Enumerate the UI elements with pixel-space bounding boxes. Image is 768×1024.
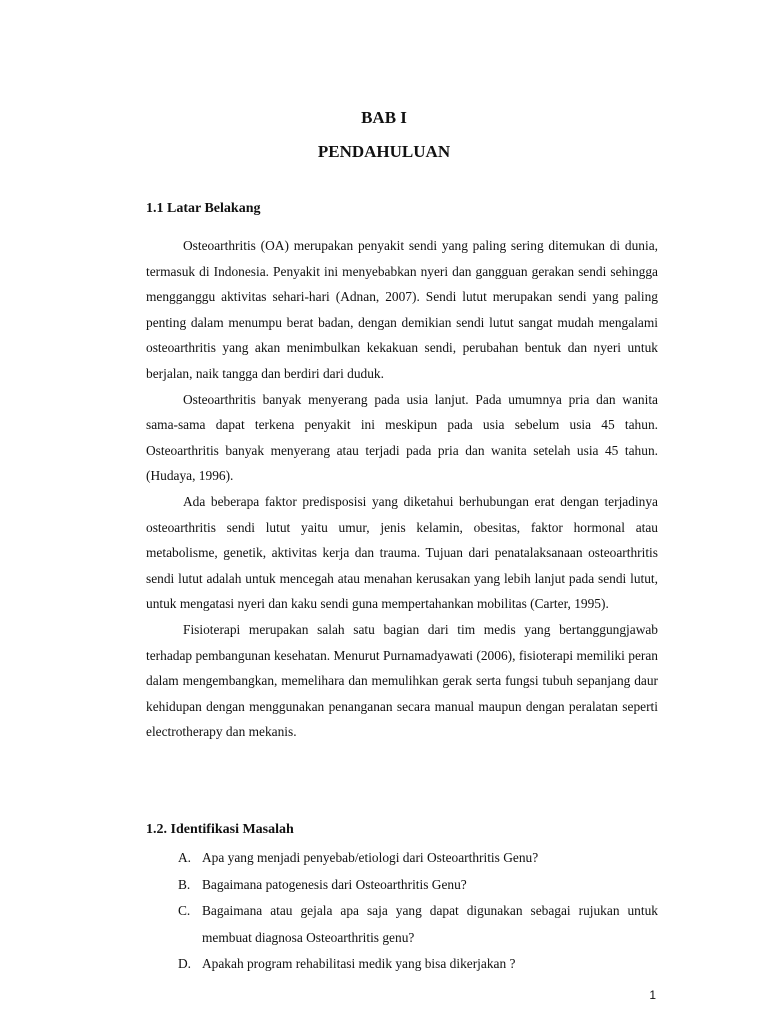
- section-heading-identifikasi-masalah: 1.2. Identifikasi Masalah: [146, 822, 294, 837]
- list-item: [178, 872, 658, 899]
- page-number: 1: [649, 988, 656, 1002]
- list-item-text: Bagaimana atau gejala apa saja yang dapat digunakan sebagai rujukan untuk membuat diagnosa Osteoarthritis genu?: [202, 903, 658, 945]
- list-item-text: Bagaimana patogenesis dari Osteoarthritis Genu?: [202, 876, 467, 892]
- list-item-text: Apa yang menjadi penyebab/etiologi dari Osteoarthritis Genu?: [202, 850, 539, 865]
- section-body-latar-belakang: [146, 233, 658, 745]
- paragraph: Ada beberapa faktor predisposisi yang diketahui berhubungan erat dengan terjadinya osteoarthritis sendi lutut yaitu umur, jenis kelamin, obesitas, faktor hormonal atau metabolisme, genetik, aktivitas kerja dan trauma. Tujuan dari penatalaksanaan osteoarthritis sendi lutut adalah untuk mencegah atau menahan kerusakan yang lebih lanjut pada sendi lutut, untuk mengatasi nyeri dan kaku sendi guna mempertahankan mobilitas (Carter, 1995).: [146, 493, 658, 612]
- paragraph: Osteoarthritis banyak menyerang pada usia lanjut. Pada umumnya pria dan wanita sama-sama dapat terkena penyakit ini meskipun pada usia sebelum usia 45 tahun. Osteoarthritis banyak menyerang atau terjadi pada pria dan wanita setelah usia 45 tahun. (Hudaya, 1996).: [146, 391, 658, 484]
- list-marker: B.: [178, 876, 191, 892]
- list-marker: C.: [178, 903, 191, 919]
- list-marker: D.: [178, 956, 192, 972]
- chapter-title: PENDAHULUAN: [317, 142, 451, 161]
- problem-list: [178, 845, 658, 978]
- list-marker: A.: [178, 850, 192, 865]
- chapter-number: BAB I: [361, 108, 407, 127]
- section-heading-latar-belakang: 1.1 Latar Belakang: [146, 201, 261, 216]
- list-item: [178, 898, 658, 951]
- list-item-text: Apakah program rehabilitasi medik yang bisa dikerjakan ?: [202, 956, 516, 972]
- paragraph: Fisioterapi merupakan salah satu bagian dari tim medis yang bertanggungjawab terhadap pembangunan kesehatan. Menurut Purnamadyawati (2006), fisioterapi memiliki peran dalam mengembangkan, memelihara dan memulihkan gerak serta fungsi tubuh sepanjang daur kehidupan dengan menggunakan penanganan secara manual maupun dengan peralatan seperti electrotherapy dan mekanis.: [146, 621, 658, 740]
- paragraph: Osteoarthritis (OA) merupakan penyakit sendi yang paling sering ditemukan di dunia, termasuk di Indonesia. Penyakit ini menyebabkan nyeri dan gangguan gerakan sendi sehingga mengganggu aktivitas sehari-hari (Adnan, 2007). Sendi lutut merupakan sendi yang paling penting dalam menumpu berat badan, dengan demikian sendi lutut sangat mudah mengalami osteoarthritis yang akan menimbulkan kekakuan sendi, perubahan bentuk dan nyeri untuk berjalan, naik tangga dan berdiri dari duduk.: [146, 238, 658, 381]
- list-item: [178, 845, 658, 872]
- list-item: [178, 951, 658, 978]
